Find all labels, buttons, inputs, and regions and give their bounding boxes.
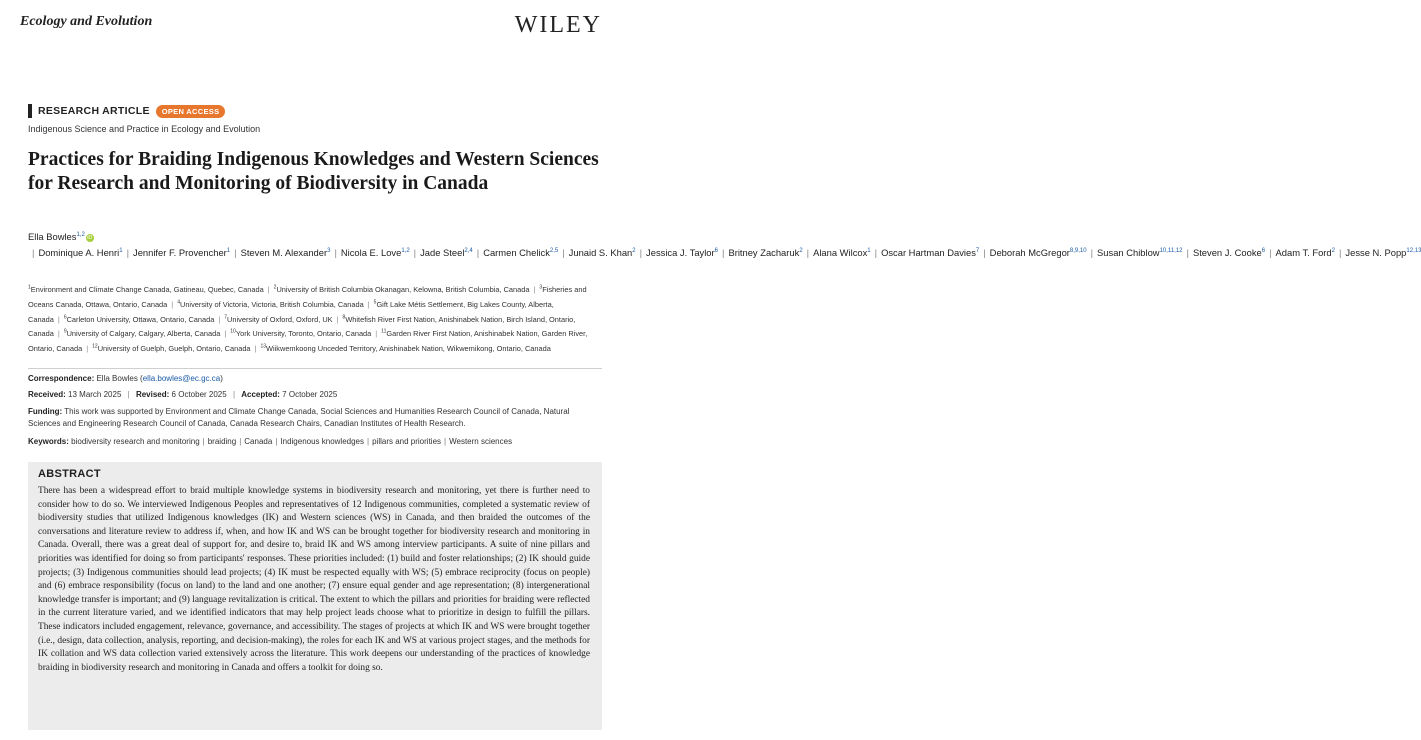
correspondence-name: Ella Bowles [96,374,138,383]
affiliation [230,329,371,338]
article-title: Practices for Braiding Indigenous Knowledges and Western Sciences for Research and Monitoring of Biodiversity in Canada [28,149,599,194]
author-separator: | [1090,247,1094,259]
author-name: Ella Bowles [28,231,77,243]
author-name: Deborah McGregor [989,247,1070,259]
affiliation-separator: | [218,314,221,324]
author[interactable] [728,247,802,258]
author[interactable] [990,247,1087,258]
author-separator: | [639,247,643,259]
author-separator: | [562,247,565,259]
author-affiliation-ref[interactable]: 2 [632,248,636,255]
funding-text: This work was supported by Environment and Climate Change Canada, Social Sciences and Humanities Research Council of Canada, Natural Sciences and Engineering Research Council of Canada, Canada Research Chairs, Canadian Institutes of Health Research. [28,407,570,428]
affiliation-separator: | [533,285,536,295]
affiliation-number: 3 [539,285,543,291]
affiliation-number: 7 [224,314,228,321]
author-affiliation-ref[interactable]: 1,2 [76,232,85,238]
affiliation-number: 2 [273,285,277,291]
correspondence-label: Correspondence: [28,374,95,383]
author[interactable] [1276,247,1335,258]
author-separator: | [32,247,35,259]
affiliation [92,344,250,353]
abstract-text: There has been a widespread effort to braid multiple knowledge systems in biodiversity research and monitoring, yet there is further need to consider how to do so. We interviewed Indigenous Peoples and representatives of 12 Indigenous communities, completed a systematic review of biodiversity studies that utilized Indigenous knowledges (IK) and Western sciences (WS) in Canada, and then braided the outcomes of the conversations and literature review to address if, when, and how IK and WS can be brought together for biodiversity research and monitoring in Canada. Overall, there was a great deal of support for, and desire to, braid IK and WS among interview participants. A suite of nine pillars and priorities was identified for doing so from participants' responses. These priorities included: (1) build and foster relationships; (2) IK should guide projects; (3) Indigenous communities should lead projects; (4) IK must be respected equally with WS; (5) embrace reciprocity (focus on people) and (6) embrace responsibility (focus on land) to the land and one another; (7) ensure equal gender and age representation; (8) intergenerational knowledge transfer is important; and (9) language revitalization is critical. The extent to which the pillars and priorities for braiding were reflected in the current literature varied, and we identified indicators that may help project leads choose what to prioritize in design to fulfill the pillars. These indicators included engagement, relevance, governance, and accessibility. The stages of projects at which IK and WS were brought together (i.e., design, data collection, analysis, reporting, and decision-making), the roles for each IK and WS at various project stages, and the methods for IK collation and WS data collection varied extensively across the literature. This work deepens our understanding of the practices of knowledge braiding in biodiversity research and monitoring in Canada and offers a toolkit for doing so. [38,486,590,673]
author[interactable] [38,247,122,258]
author-name: Steven J. Cooke [1192,247,1262,259]
affiliation-number: 4 [177,299,180,306]
author-affiliation-ref[interactable]: 3 [327,248,331,255]
author-list [28,228,1421,260]
keyword[interactable]: Western sciences [449,437,513,446]
article-type-row [28,104,225,118]
keyword[interactable]: pillars and priorities [372,437,442,446]
keyword-separator: | [202,437,205,446]
affiliation [177,300,364,309]
open-access-badge: OPEN ACCESS [156,105,226,118]
author-separator: | [334,247,337,259]
revised-date: 6 October 2025 [171,390,227,399]
keyword[interactable]: Indigenous knowledges [280,437,365,446]
affiliation-number: 11 [381,329,387,336]
author-affiliation-ref[interactable]: 8,9,10 [1069,248,1087,255]
keyword-separator: | [444,437,447,446]
affiliation-separator: | [224,329,227,339]
author-affiliation-ref[interactable]: 12,13 [1406,248,1421,255]
author-name: Susan Chiblow [1097,247,1160,259]
author-name: Nicola E. Love [340,247,402,259]
affiliation-text: University of Victoria, Victoria, British Columbia, Canada [179,300,364,310]
author-separator: | [983,247,986,259]
publisher-logo: WILEY [514,12,602,38]
type-marker [28,104,32,118]
author-affiliation-ref[interactable]: 1 [119,248,123,255]
author[interactable] [1097,247,1182,258]
author-affiliation-ref[interactable]: 1 [226,248,231,255]
correspondence-email[interactable]: ella.bowles@ec.gc.ca [142,374,221,383]
author-separator: | [476,247,480,259]
author[interactable] [241,247,331,258]
affiliation-text: University of Oxford, Oxford, UK [227,314,333,324]
author-affiliation-ref[interactable]: 6 [1261,248,1266,255]
keyword-separator: | [275,437,278,446]
author-name: Britney Zacharuk [728,247,800,259]
author[interactable] [881,247,979,258]
affiliation-text: Whitefish River First Nation, Anishinabek Nation, Birch Island, Ontario, Canada [28,314,576,339]
author-name: Jade Steel [420,247,465,259]
affiliation-text: University of Guelph, Guelph, Ontario, Canada [97,344,251,354]
author-separator: | [1269,247,1272,259]
accepted-label: Accepted: [241,390,280,399]
author[interactable] [1193,247,1265,258]
author[interactable] [420,247,473,258]
accepted-date: 7 October 2025 [282,390,338,399]
affiliation [224,315,332,324]
author-separator: | [1338,247,1342,259]
affiliation-separator: | [86,344,89,354]
author-name: Jennifer F. Provencher [133,247,227,259]
affiliation-separator: | [254,344,257,354]
abstract-heading: ABSTRACT [38,468,101,480]
affiliation-text: Wiikwemkoong Unceded Territory, Anishinabek Nation, Wikwemikong, Ontario, Canada [266,344,551,354]
author[interactable] [341,247,410,258]
author-separator: | [806,247,810,259]
author[interactable] [813,247,871,258]
affiliation [274,285,530,294]
author-name: Carmen Chelick [483,247,550,259]
affiliation-text: Garden River First Nation, Anishinabek Nation, Garden River, Ontario, Canada [28,329,588,354]
author-affiliation-ref[interactable]: 10,11,12 [1159,248,1183,255]
affiliation-text: York University, Toronto, Ontario, Canada [235,329,372,339]
affiliation [28,285,264,294]
divider [28,368,602,369]
author[interactable] [1345,247,1421,258]
author-name: Oscar Hartman Davies [881,247,976,259]
affiliation [260,344,550,353]
article-dates: Received: 13 March 2025 | Revised: 6 October 2025 | Accepted: 7 October 2025 [28,390,338,399]
affiliation-separator: | [57,329,60,339]
keywords-label: Keywords: [28,437,69,446]
affiliation-text: Environment and Climate Change Canada, Gatineau, Quebec, Canada [30,285,264,295]
affiliation-separator: | [367,300,370,310]
affiliation-number: 5 [373,299,377,306]
author-affiliation-ref[interactable]: 2,5 [549,248,559,255]
affiliation-number: 13 [260,343,267,350]
author-name: Junaid S. Khan [568,247,633,259]
affiliation-text: Fisheries and Oceans Canada, Ottawa, Ontario, Canada [28,285,587,310]
affiliation-text: University of British Columbia Okanagan, Kelowna, British Columbia, Canada [276,285,530,295]
keyword[interactable]: biodiversity research and monitoring [71,437,200,446]
affiliation-number: 10 [230,329,236,336]
affiliation-separator: | [375,329,378,339]
author-affiliation-ref[interactable]: 2 [799,248,803,255]
funding [28,406,602,430]
affiliations [28,282,602,355]
affiliation-separator: | [336,314,339,324]
affiliation [64,329,221,338]
affiliation-text: Gift Lake Métis Settlement, Big Lakes County, Alberta, Canada [28,300,554,324]
author-name: Adam T. Ford [1275,247,1332,259]
author[interactable] [646,247,718,258]
author[interactable] [28,231,94,242]
keywords [28,437,512,446]
affiliation-text: Carleton University, Ottawa, Ontario, Canada [66,314,215,324]
author-name: Steven M. Alexander [240,247,328,259]
author-affiliation-ref[interactable]: 1 [867,248,871,255]
author-separator: | [722,247,725,259]
received-label: Received: [28,390,66,399]
keyword[interactable]: braiding [207,437,237,446]
author-name: Jesse N. Popp [1345,247,1407,259]
affiliation [64,315,215,324]
orcid-icon[interactable]: iD [87,235,93,242]
affiliation-number: 12 [92,343,98,350]
affiliation-separator: | [267,285,270,295]
article-section: Indigenous Science and Practice in Ecology and Evolution [28,124,261,134]
funding-label: Funding: [28,407,63,416]
correspondence: Correspondence: Ella Bowles (ella.bowles@ec.gc.ca) [28,374,223,383]
author[interactable] [133,247,230,258]
keyword-separator: | [239,437,242,446]
author-affiliation-ref[interactable]: 7 [975,248,980,255]
author-affiliation-ref[interactable]: 6 [714,248,718,255]
author-separator: | [413,247,417,259]
affiliation-separator: | [171,300,174,310]
received-date: 13 March 2025 [68,390,122,399]
article-type: RESEARCH ARTICLE [38,105,150,117]
author[interactable] [483,247,558,258]
author-affiliation-ref[interactable]: 1,2 [401,248,410,255]
author-separator: | [1186,247,1189,259]
author-separator: | [874,247,878,259]
author-affiliation-ref[interactable]: 2,4 [464,248,473,255]
affiliation-number: 1 [28,285,31,291]
affiliation-separator: | [57,314,60,324]
author-affiliation-ref[interactable]: 2 [1331,248,1335,255]
affiliation-text: University of Calgary, Calgary, Alberta, Canada [66,329,221,339]
revised-label: Revised: [135,390,170,399]
abstract-box [28,462,602,730]
author-name: Alana Wilcox [813,247,868,259]
author-separator: | [234,247,237,259]
keyword[interactable]: Canada [244,437,273,446]
author[interactable] [569,247,636,258]
author-name: Dominique A. Henri [38,247,120,259]
keyword-separator: | [367,437,370,446]
affiliation-number: 9 [63,329,67,336]
affiliation-number: 6 [63,314,67,321]
affiliation-number: 8 [342,314,346,321]
author-name: Jessica J. Taylor [646,247,715,259]
author-separator: | [126,247,129,259]
journal-name: Ecology and Evolution [20,14,153,29]
